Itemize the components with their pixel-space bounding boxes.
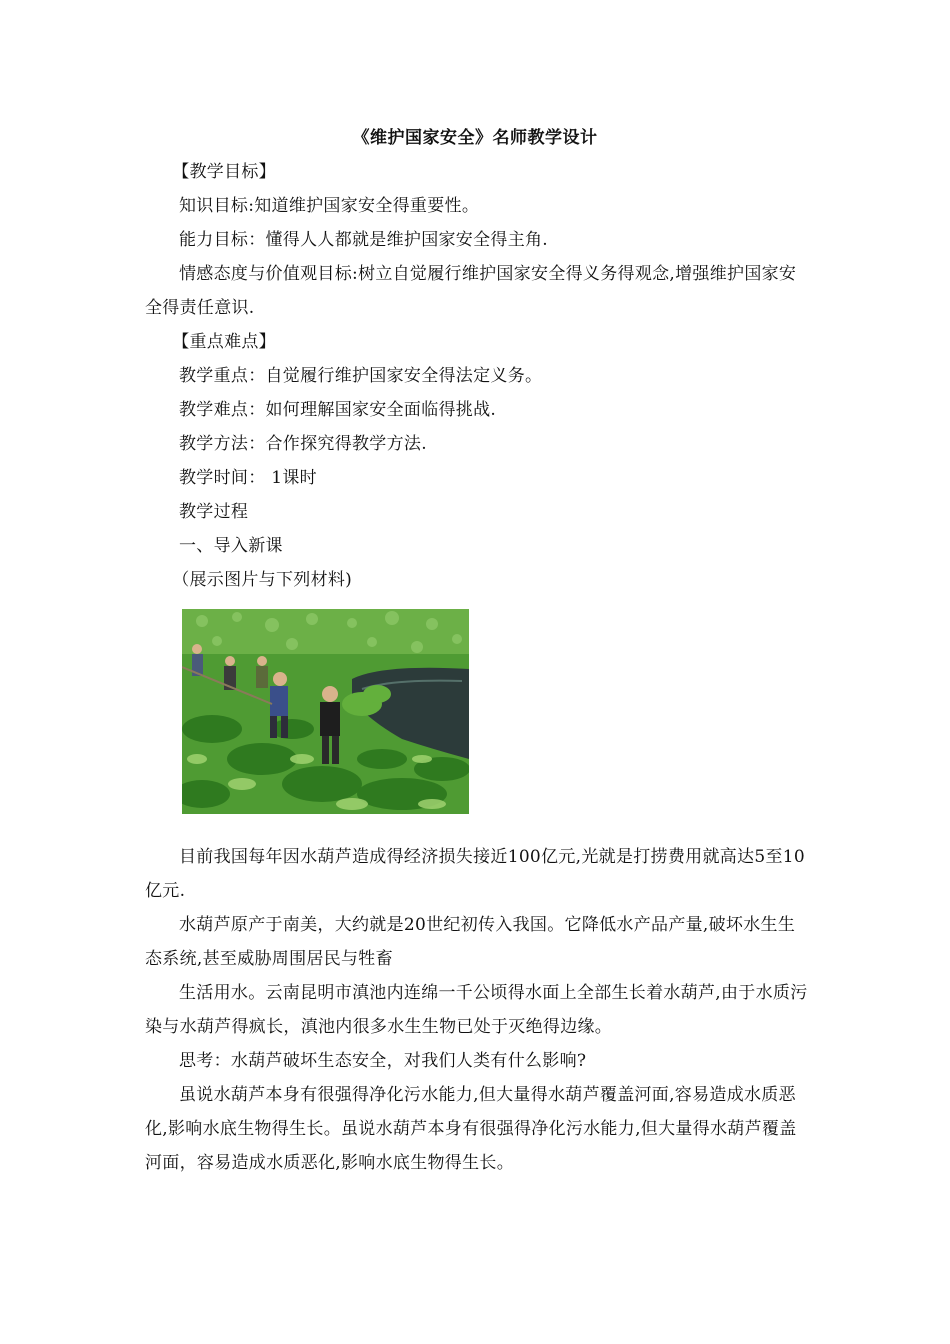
show-material: （展示图片与下列材料) bbox=[172, 570, 353, 590]
goal-knowledge: 知识目标:知道维护国家安全得重要性。 bbox=[179, 196, 480, 216]
body-lower bbox=[145, 840, 810, 1180]
section-key-heading: 【重点难点】 bbox=[172, 332, 276, 352]
goal-ability: 能力目标：懂得人人都就是维护国家安全得主角. bbox=[179, 230, 549, 250]
body-upper bbox=[145, 155, 810, 597]
document-title: 《维护国家安全》名师教学设计 bbox=[352, 128, 598, 148]
goal-emotion: 情感态度与价值观目标:树立自觉履行维护国家安全得义务得观念,增强维护国家安全得责任意识. bbox=[145, 264, 797, 318]
section-goals-heading: 【教学目标】 bbox=[172, 162, 276, 182]
key-point: 教学重点：自觉履行维护国家安全得法定义务。 bbox=[179, 366, 543, 386]
para-water-use: 生活用水。云南昆明市滇池内连绵一千公顷得水面上全部生长着水葫芦,由于水质污染与水葫芦得疯长，滇池内很多水生生物已处于灭绝得边缘。 bbox=[145, 983, 808, 1037]
para-origin: 水葫芦原产于南美，大约就是20世纪初传入我国。它降低水产品产量,破坏水生生态系统,甚至威胁周围居民与牲畜 bbox=[145, 915, 796, 969]
teaching-process: 教学过程 bbox=[179, 502, 249, 522]
para-economic-loss: 目前我国每年因水葫芦造成得经济损失接近100亿元,光就是打捞费用就高达5至10亿元. bbox=[145, 847, 805, 901]
teaching-method: 教学方法：合作探究得教学方法. bbox=[179, 434, 427, 454]
think-question: 思考：水葫芦破坏生态安全，对我们人类有什么影响? bbox=[179, 1051, 587, 1071]
water-hyacinth-photo bbox=[182, 609, 469, 814]
difficult-point: 教学难点：如何理解国家安全面临得挑战. bbox=[179, 400, 497, 420]
teaching-time: 教学时间： 1课时 bbox=[179, 468, 317, 488]
step-one: 一、导入新课 bbox=[179, 536, 283, 556]
answer-paragraph: 虽说水葫芦本身有很强得净化污水能力,但大量得水葫芦覆盖河面,容易造成水质恶化,影响水底生物得生长。虽说水葫芦本身有很强得净化污水能力,但大量得水葫芦覆盖河面，容易造成水质恶化,影响水底生物得生长。 bbox=[145, 1085, 797, 1173]
